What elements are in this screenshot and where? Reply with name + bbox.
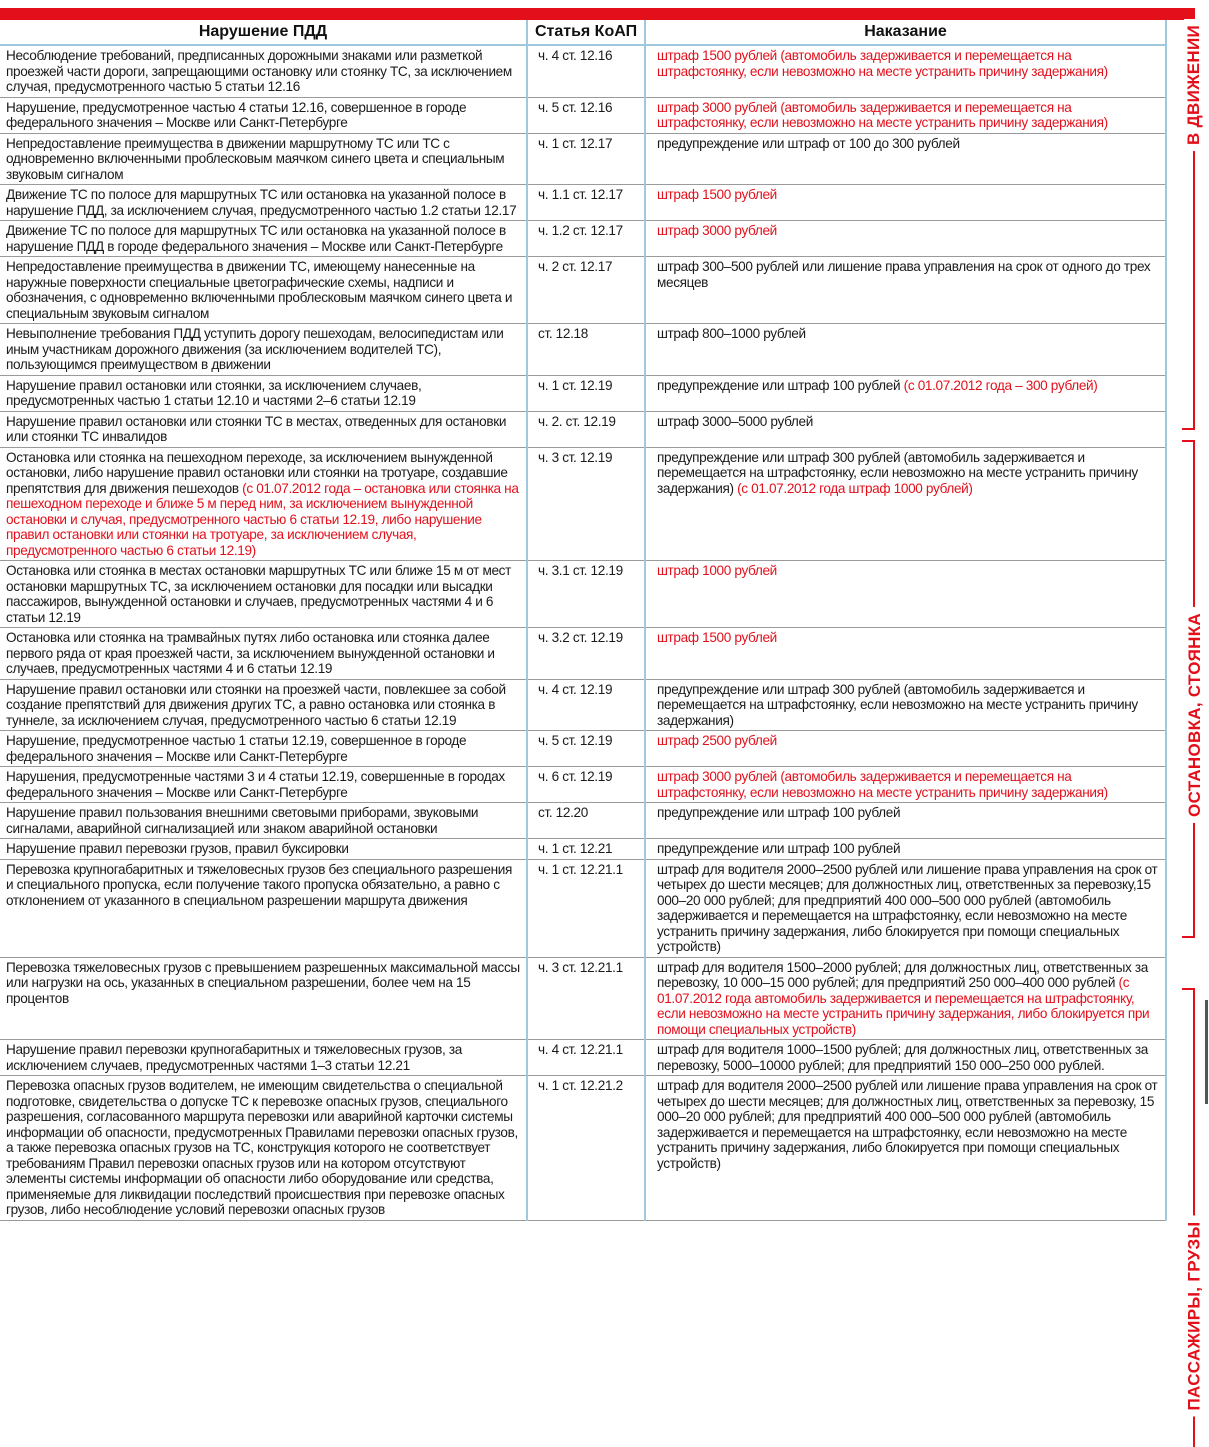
penalty-text: штраф 800–1000 рублей: [657, 326, 806, 341]
violation-text: Остановка или стоянка на пешеходном переходе, за исключением вынужденной остановки, либо нарушение правил остановки или стоянки на тротуаре, создавшие препятствия для движения пешеходов: [6, 449, 508, 496]
violation-cell: [0, 375, 527, 411]
penalty-cell: [645, 447, 1166, 561]
penalty-cell: [645, 97, 1166, 133]
violation-cell: [0, 803, 527, 839]
violation-text: Нарушение, предусмотренное частью 1 статьи 12.19, совершенное в городе федерального значения – Москве или Санкт-Петербурге: [6, 733, 467, 764]
scroll-indicator: [1205, 1000, 1208, 1104]
violation-cell: [0, 561, 527, 628]
penalty-cell: [645, 185, 1166, 221]
penalty-text: предупреждение или штраф 300 рублей (автомобиль задерживается и перемещается на штрафстоянку, если невозможно на месте устранить причину задержания): [657, 449, 1138, 496]
penalty-amendment-text: (с 01.07.2012 года автомобиль задерживается и перемещается на штрафстоянку, если невозможно на месте устранить причину задержания, либо блокируется при помощи специальных устройств): [657, 975, 1150, 1037]
penalty-table-container: [0, 20, 1166, 1442]
penalty-text: штраф для водителя 2000–2500 рублей или лишение права управления на срок от четырех до шести месяцев; для должностных лиц, ответственных за перевозку,15 000–20 000 рублей; для предприятий 400 000–500 000 рублей (автомобиль задерживается и перемещается на штрафстоянку, если невозможно на месте устранить причину задержания, либо блокируется при помощи специальных устройств): [657, 861, 1158, 954]
table-row: [0, 803, 1166, 839]
penalty-cell: [645, 221, 1166, 257]
article-cell: ч. 1 ст. 12.21: [527, 839, 645, 860]
violation-cell: [0, 185, 527, 221]
article-cell: ч. 3.2 ст. 12.19: [527, 628, 645, 680]
violation-cell: [0, 324, 527, 376]
article-cell: ч. 1 ст. 12.19: [527, 375, 645, 411]
penalty-cell: [645, 561, 1166, 628]
top-red-bar: [0, 8, 1195, 20]
penalty-cell: [645, 1040, 1166, 1076]
penalty-text: штраф для водителя 1000–1500 рублей; для должностных лиц, ответственных за перевозку, 5000–10000 рублей; для предприятий 150 000–250 000 рублей.: [657, 1042, 1148, 1073]
penalty-amendment-text: штраф 1500 рублей: [657, 630, 777, 645]
violation-cell: [0, 859, 527, 957]
penalty-text: штраф 3000–5000 рублей: [657, 413, 813, 429]
table-row: [0, 257, 1166, 324]
penalty-cell: [645, 628, 1166, 680]
article-cell: ч. 1 ст. 12.17: [527, 133, 645, 185]
table-row: [0, 411, 1166, 447]
violation-text: Нарушение, предусмотренное частью 4 статьи 12.16, совершенное в городе федерального значения – Москве или Санкт-Петербурге: [6, 99, 467, 130]
penalty-text: предупреждение или штраф 100 рублей: [657, 841, 901, 856]
article-cell: ч. 3.1 ст. 12.19: [527, 561, 645, 628]
article-cell: ч. 1 ст. 12.21.1: [527, 859, 645, 957]
violation-text: Перевозка крупногабаритных и тяжеловесных грузов без специального разрешения и специального пропуска, если получение такого пропуска обязательно, а равно с отклонением от указанного в специальном разрешении маршрута движения: [6, 861, 512, 908]
violation-cell: [0, 447, 527, 561]
side-section-parking: [1180, 440, 1209, 938]
penalty-cell: [645, 375, 1166, 411]
penalty-cell: [645, 324, 1166, 376]
penalty-cell: [645, 859, 1166, 957]
violation-text: Остановка или стоянка на трамвайных путях либо остановка или стоянка далее первого ряда от края проезжей части, за исключением вынужденной остановки и случаев, предусмотренных частями 4 и 6 статьи 12.19: [6, 630, 495, 676]
violation-text: Нарушение правил перевозки грузов, правил буксировки: [6, 841, 349, 856]
penalty-text: предупреждение или штраф 300 рублей (автомобиль задерживается и перемещается на штрафстоянку, если невозможно на месте устранить причину задержания): [657, 681, 1138, 728]
article-cell: ч. 4 ст. 12.21.1: [527, 1040, 645, 1076]
article-cell: ч. 3 ст. 12.21.1: [527, 957, 645, 1040]
violation-cell: [0, 411, 527, 447]
penalty-amendment-text: штраф 3000 рублей (автомобиль задерживается и перемещается на штрафстоянку, если невозможно на месте устранить причину задержания): [657, 99, 1108, 130]
violation-cell: [0, 133, 527, 185]
penalty-amendment-text: штраф 3000 рублей: [657, 223, 777, 238]
penalty-amendment-text: штраф 2500 рублей: [657, 733, 777, 748]
header-penalty: Наказание: [645, 20, 1166, 45]
article-cell: ст. 12.18: [527, 324, 645, 376]
header-violation: Нарушение ПДД: [0, 20, 527, 45]
article-cell: ч. 2 ст. 12.17: [527, 257, 645, 324]
violation-text: Несоблюдение требований, предписанных дорожными знаками или разметкой проезжей части дороги, запрещающими остановку или стоянку ТС, за исключением случая, предусмотренного частью 5 статьи 12.16: [6, 48, 512, 94]
table-row: [0, 45, 1166, 97]
violation-cell: [0, 1076, 527, 1221]
article-cell: ст. 12.20: [527, 803, 645, 839]
violation-text: Нарушение правил пользования внешними световыми приборами, звуковыми сигналами, аварийной сигнализацией или знаком аварийной остановки: [6, 805, 479, 836]
penalty-cell: [645, 679, 1166, 731]
violation-cell: [0, 628, 527, 680]
penalty-text: штраф для водителя 1500–2000 рублей; для должностных лиц, ответственных за перевозку, 10 000–15 000 рублей; для предприятий 250 000–400 000 рублей: [657, 959, 1148, 990]
side-label-parking: ОСТАНОВКА, СТОЯНКА: [1185, 607, 1205, 823]
violation-text: Нарушение правил остановки или стоянки, за исключением случаев, предусмотренных частью 1 статьи 12.10 и частями 2–6 статьи 12.19: [6, 377, 422, 408]
violation-text: Перевозка тяжеловесных грузов с превышением разрешенных максимальной массы или нагрузки на ось, указанных в специальном разрешении, более чем на 15 процентов: [6, 959, 520, 1006]
violation-text: Непредоставление преимущества в движении ТС, имеющему нанесенные на наружные поверхности специальные цветографические схемы, надписи и обозначения, с одновременно включенными проблесковым маячком синего цвета и специальным звуковым сигналом: [6, 259, 513, 321]
violation-text: Движение ТС по полосе для маршрутных ТС или остановка на указанной полосе в нарушение ПДД в городе федерального значения – Москве или Санкт-Петербурге: [6, 223, 506, 254]
penalty-text: штраф для водителя 2000–2500 рублей или лишение права управления на срок от четырех до шести месяцев; для должностных лиц, ответственных за перевозку, 15 000–20 000 рублей; для предприятий 400 000–500 000 рублей (автомобиль задерживается и перемещается на штрафстоянку, если невозможно на месте устранить причину задержания, либо блокируется при помощи специальных устройств): [657, 1078, 1158, 1171]
penalty-text: предупреждение или штраф 100 рублей: [657, 805, 901, 820]
table-row: [0, 97, 1166, 133]
table-row: [0, 731, 1166, 767]
violation-text: Нарушение правил остановки или стоянки на проезжей части, повлекшее за собой создание препятствий для движения других ТС, а равно остановка или стоянка в туннеле, за исключением случая, предусмотренного частью 6 статьи 12.19: [6, 681, 506, 728]
table-row: [0, 839, 1166, 860]
violation-cell: [0, 679, 527, 731]
violation-text: Перевозка опасных грузов водителем, не имеющим свидетельства о специальной подготовке, свидетельства о допуске ТС к перевозке опасных грузов, специального разрешения, согласованного маршрута перевозки или аварийной карточки системы информации об опасности, предусмотренных Правилами перевозки опасных грузов, а также перевозка опасных грузов на ТС, конструкция которого не соответствует требованиям Правил перевозки опасных грузов или на котором отсутствуют элементы системы информации об опасности либо оборудование или средства, применяемые для ликвидации последствий происшествия при перевозке опасных грузов, либо несоблюдение условий перевозки опасных грузов: [6, 1078, 518, 1217]
violation-amendment-text: (с 01.07.2012 года – остановка или стоянка на пешеходном переходе и ближе 5 м перед ним, за исключением вынужденной остановки и случая, предусмотренного частью 6 статьи 12.19, либо нарушение правил остановки или стоянки на тротуаре, за исключением случая, предусмотренного частью 6 статьи 12.19): [6, 480, 519, 558]
side-label-in-motion: В ДВИЖЕНИИ: [1185, 19, 1205, 151]
article-cell: ч. 1.2 ст. 12.17: [527, 221, 645, 257]
penalty-cell: [645, 957, 1166, 1040]
table-row: [0, 221, 1166, 257]
penalty-amendment-text: (с 01.07.2012 года штраф 1000 рублей): [737, 480, 973, 496]
article-cell: ч. 5 ст. 12.16: [527, 97, 645, 133]
article-cell: ч. 4 ст. 12.19: [527, 679, 645, 731]
article-cell: ч. 5 ст. 12.19: [527, 731, 645, 767]
violation-cell: [0, 767, 527, 803]
table-body: [0, 45, 1166, 1220]
table-row: [0, 1076, 1166, 1221]
article-cell: ч. 3 ст. 12.19: [527, 447, 645, 561]
penalty-amendment-text: штраф 1000 рублей: [657, 563, 777, 578]
table-row: [0, 767, 1166, 803]
penalty-cell: [645, 1076, 1166, 1221]
table-row: [0, 561, 1166, 628]
violation-text: Нарушение правил остановки или стоянки ТС в местах, отведенных для остановки или стоянки ТС инвалидов: [6, 413, 507, 444]
penalty-cell: [645, 839, 1166, 860]
penalty-text: штраф 300–500 рублей или лишение права управления на срок от одного до трех месяцев: [657, 259, 1151, 290]
table-row: [0, 957, 1166, 1040]
violation-text: Невыполнение требования ПДД уступить дорогу пешеходам, велосипедистам или иным участникам дорожного движения (за исключением водителей ТС), пользующимся преимуществом в движении: [6, 326, 504, 372]
table-row: [0, 628, 1166, 680]
header-article: Статья КоАП: [527, 20, 645, 45]
penalty-cell: [645, 133, 1166, 185]
violation-cell: [0, 45, 527, 97]
violation-cell: [0, 1040, 527, 1076]
table-row: [0, 133, 1166, 185]
violation-text: Остановка или стоянка в местах остановки маршрутных ТС или ближе 15 м от мест остановки маршрутных ТС, за исключением остановки для посадки или высадки пассажиров, вынужденной остановки и случаев, предусмотренных частями 4 и 6 статьи 12.19: [6, 563, 511, 625]
violation-cell: [0, 221, 527, 257]
penalty-text: предупреждение или штраф от 100 до 300 рублей: [657, 135, 960, 151]
table-row: [0, 679, 1166, 731]
table-row: [0, 1040, 1166, 1076]
violation-cell: [0, 839, 527, 860]
violation-cell: [0, 731, 527, 767]
table-row: [0, 859, 1166, 957]
article-cell: ч. 2. ст. 12.19: [527, 411, 645, 447]
article-cell: ч. 1 ст. 12.21.2: [527, 1076, 645, 1221]
violation-text: Нарушение правил перевозки крупногабаритных и тяжеловесных грузов, за исключением случаев, предусмотренных частями 1–3 статьи 12.21: [6, 1042, 462, 1073]
penalty-cell: [645, 731, 1166, 767]
violation-text: Непредоставление преимущества в движении маршрутному ТС или ТС с одновременно включенными проблесковым маячком синего цвета и специальным звуковым сигналом: [6, 135, 505, 182]
penalty-amendment-text: штраф 1500 рублей: [657, 187, 777, 202]
table-row: [0, 185, 1166, 221]
side-label-cargo: ПАССАЖИРЫ, ГРУЗЫ: [1185, 1215, 1205, 1416]
table-row: [0, 324, 1166, 376]
article-cell: ч. 1.1 ст. 12.17: [527, 185, 645, 221]
penalty-table: [0, 20, 1167, 1221]
penalty-cell: [645, 767, 1166, 803]
violation-cell: [0, 97, 527, 133]
side-section-in-motion: [1180, 0, 1209, 430]
violation-cell: [0, 257, 527, 324]
violation-text: Нарушения, предусмотренные частями 3 и 4 статьи 12.19, совершенные в городах федерального значения – Москве или Санкт-Петербурге: [6, 769, 505, 800]
article-cell: ч. 4 ст. 12.16: [527, 45, 645, 97]
penalty-cell: [645, 803, 1166, 839]
article-cell: ч. 6 ст. 12.19: [527, 767, 645, 803]
violation-cell: [0, 957, 527, 1040]
table-row: [0, 375, 1166, 411]
penalty-cell: [645, 411, 1166, 447]
penalty-amendment-text: штраф 3000 рублей (автомобиль задерживается и перемещается на штрафстоянку, если невозможно на месте устранить причину задержания): [657, 769, 1108, 800]
penalty-amendment-text: (с 01.07.2012 года – 300 рублей): [903, 377, 1098, 393]
table-header-row: [0, 20, 1166, 45]
penalty-text: предупреждение или штраф 100 рублей: [657, 377, 901, 393]
penalty-cell: [645, 257, 1166, 324]
penalty-cell: [645, 45, 1166, 97]
table-row: [0, 447, 1166, 561]
violation-text: Движение ТС по полосе для маршрутных ТС или остановка на указанной полосе в нарушение ПДД, за исключением случая, предусмотренного частью 1.2 статьи 12.17: [6, 187, 517, 218]
penalty-amendment-text: штраф 1500 рублей (автомобиль задерживается и перемещается на штрафстоянку, если невозможно на месте устранить причину задержания): [657, 48, 1108, 79]
